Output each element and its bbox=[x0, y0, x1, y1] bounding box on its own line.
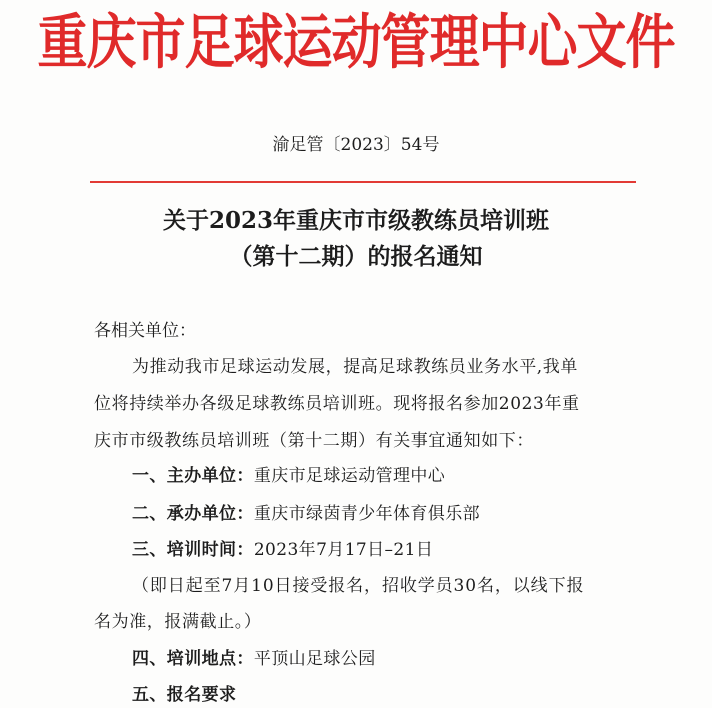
item-registration-requirements-label: 五、报名要求 bbox=[132, 685, 237, 705]
item-training-time bbox=[132, 537, 433, 563]
item-co-organizer bbox=[132, 501, 480, 527]
item-registration-requirements bbox=[132, 682, 236, 708]
item-co-organizer-label: 二、承办单位： bbox=[132, 504, 254, 524]
masthead-title: 重庆市足球运动管理中心文件 bbox=[37, 8, 675, 77]
salutation: 各相关单位： bbox=[94, 321, 196, 341]
intro-paragraph-line-3: 庆市市级教练员培训班（第十二期）有关事宜通知如下： bbox=[94, 431, 534, 451]
registration-note-line-2: 名为准，报满截止。） bbox=[94, 612, 262, 632]
item-organizer-label: 一、主办单位： bbox=[132, 466, 254, 486]
item-training-location-label: 四、培训地点： bbox=[132, 649, 254, 669]
item-training-time-value: 2023年7月17日–21日 bbox=[253, 540, 434, 560]
item-co-organizer-value: 重庆市绿茵青少年体育俱乐部 bbox=[253, 504, 481, 524]
document-number: 渝足管〔2023〕54号 bbox=[272, 135, 440, 155]
item-organizer-value: 重庆市足球运动管理中心 bbox=[253, 466, 446, 486]
item-training-time-label: 三、培训时间： bbox=[132, 540, 254, 560]
item-training-location-value: 平顶山足球公园 bbox=[253, 649, 376, 669]
red-divider-line bbox=[90, 181, 636, 183]
intro-paragraph-line-2: 位将持续举办各级足球教练员培训班。现将报名参加2023年重 bbox=[94, 394, 580, 414]
intro-paragraph-line-1: 为推动我市足球运动发展，提高足球教练员业务水平,我单 bbox=[132, 357, 579, 377]
item-organizer bbox=[132, 463, 445, 489]
item-training-location bbox=[132, 646, 376, 672]
registration-note-line-1: （即日起至7月10日接受报名，招收学员30名，以线下报 bbox=[132, 576, 585, 596]
notice-title-line-2: （第十二期）的报名通知 bbox=[229, 243, 483, 270]
notice-title-line-1: 关于2023年重庆市市级教练员培训班 bbox=[162, 207, 549, 234]
